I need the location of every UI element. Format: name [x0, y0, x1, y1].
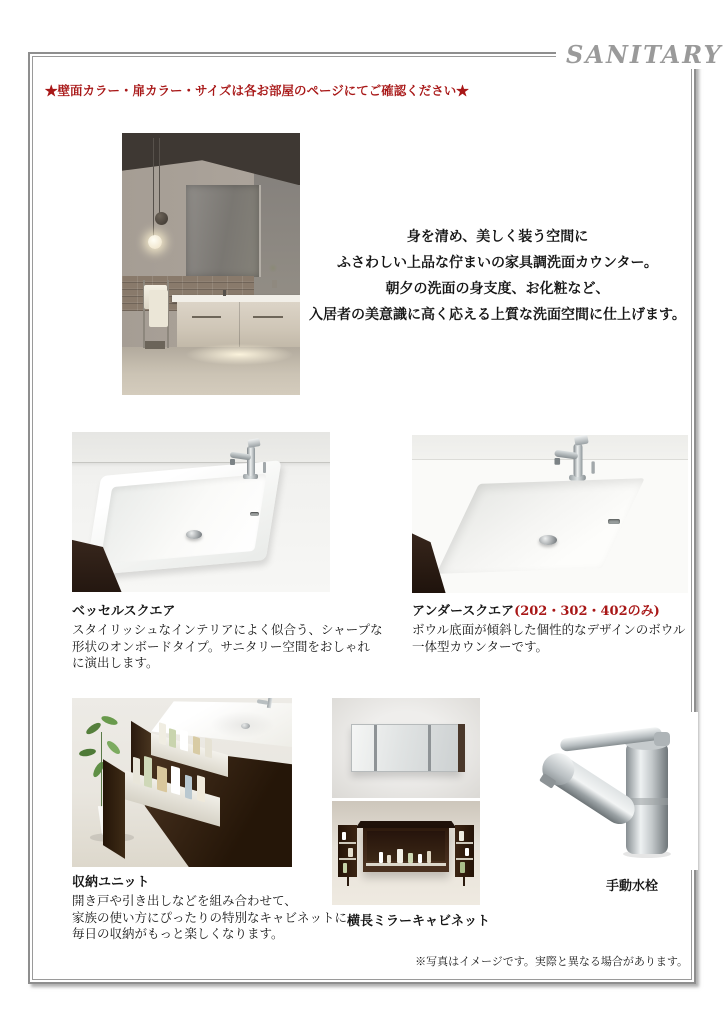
- counter-vase: [272, 280, 277, 288]
- bottle: [144, 756, 153, 789]
- bottle: [157, 765, 166, 792]
- plant-leaf: [105, 739, 122, 756]
- bottle: [194, 736, 200, 754]
- wall-mirror: [186, 185, 261, 277]
- plant-leaf: [78, 747, 96, 757]
- intro-line: 入居者の美意識に高く応える上質な洗面空間に仕上げます。: [309, 307, 686, 323]
- bottle: [171, 766, 180, 796]
- vessel-square-photo: [72, 432, 330, 592]
- vanity-cabinet: [177, 302, 300, 347]
- cabinet-box: [363, 828, 449, 872]
- storage-unit-photo: [72, 698, 292, 867]
- bottle: [348, 848, 352, 857]
- vanity-countertop: [172, 295, 300, 302]
- manual-faucet-label: 手動水栓: [606, 879, 659, 894]
- page-title: SANITARY: [556, 40, 724, 69]
- pendant-cord: [153, 138, 154, 238]
- bathroom-interior-photo: [122, 133, 300, 395]
- chrome-faucet: [229, 440, 269, 490]
- under-cabinet-light: [181, 343, 298, 367]
- product-name: アンダースクエア(202・302・402のみ): [412, 604, 660, 619]
- popup-rod: [591, 461, 594, 473]
- intro-text: [295, 224, 700, 328]
- mirror-side-cap: [458, 724, 465, 773]
- bottle: [197, 775, 206, 803]
- faucet-illustration: [508, 712, 698, 870]
- intro-line: ふさわしい上品な佇まいの家具調洗面カウンター。: [337, 255, 658, 271]
- cabinet-handle: [192, 316, 221, 318]
- floor-mat: [145, 341, 165, 349]
- pendant-lamp-lit: [148, 235, 162, 249]
- door-shelf: [456, 858, 473, 860]
- wide-mirror-photo: [332, 698, 480, 798]
- footer-disclaimer: ※写真はイメージです。実際と異なる場合があります。: [415, 955, 688, 968]
- bottle: [459, 831, 464, 840]
- cabinet-door-right: [455, 825, 474, 877]
- drain-popup: [539, 535, 557, 545]
- intro-line: 身を清め、美しく装う空間に: [406, 229, 589, 245]
- bottle: [408, 853, 413, 863]
- manual-faucet-photo: [508, 712, 698, 870]
- cabinet-seam: [239, 302, 240, 347]
- towel: [149, 290, 169, 327]
- plant-stem: [101, 732, 102, 810]
- vanity-faucet: [223, 290, 226, 296]
- cabinet-lid: [356, 821, 457, 828]
- product-desc: ボウル底面が傾斜した個性的なデザインのボウル 一体型カウンターです。: [412, 622, 686, 654]
- faucet-tip: [230, 459, 235, 465]
- vessel-square-label: [72, 600, 383, 672]
- overflow-slot: [608, 519, 620, 524]
- popup-rod: [263, 462, 266, 473]
- lower-drawer-front: [103, 759, 125, 859]
- back-wall: [72, 432, 330, 463]
- bottle: [465, 848, 469, 856]
- faucet-handle: [248, 438, 261, 448]
- product-name: 収納ユニット: [72, 875, 150, 890]
- bottle: [379, 852, 383, 863]
- mirror-divider: [374, 725, 377, 771]
- back-wall: [412, 435, 688, 460]
- ceiling: [122, 133, 300, 185]
- mirror-cabinet-label: 横長ミラーキャビネット: [347, 914, 491, 929]
- product-desc: スタイリッシュなインテリアによく似合う、シャープな 形状のオンボードタイプ。サニタリー空間をおしゃれ に演出します。: [72, 622, 383, 670]
- counter-plant: [268, 264, 278, 272]
- bottle: [460, 862, 465, 872]
- intro-line: 朝夕の洗面の身支度、お化粧など、: [385, 281, 610, 297]
- faucet-tip: [554, 458, 560, 465]
- door-shelf: [339, 858, 356, 860]
- storage-unit-label: [72, 871, 360, 943]
- door-bracket: [463, 877, 465, 886]
- pendant-cord: [159, 138, 160, 217]
- door-shelf: [456, 842, 473, 844]
- top-note: ★壁面カラー・扉カラー・サイズは各お部屋のページにてご確認ください★: [45, 83, 469, 98]
- bottle: [427, 851, 431, 863]
- pendant-lamp-dark: [155, 212, 168, 225]
- drain-popup: [186, 530, 202, 539]
- bottle: [418, 854, 422, 863]
- bottle: [342, 832, 346, 840]
- bottle: [170, 728, 176, 747]
- bottle: [387, 855, 390, 863]
- bottle: [205, 737, 212, 758]
- product-name-note: (202・302・402のみ): [514, 604, 660, 619]
- bottle: [397, 849, 403, 863]
- cabinet-shelf: [366, 863, 447, 866]
- bottle: [180, 729, 188, 751]
- faucet-body: [573, 443, 582, 477]
- product-name: ベッセルスクエア: [72, 604, 176, 619]
- mirror-divider: [428, 725, 431, 771]
- integrated-bowl: [436, 478, 644, 574]
- bottle: [184, 775, 192, 800]
- product-desc: 開き戸や引き出しなどを組み合わせて、 家族の使い方にぴったりの特別なキャビネットに。 毎日の収納がもっと楽しくなります。: [72, 893, 360, 941]
- cabinet-door-left: [338, 825, 357, 877]
- door-shelf: [339, 842, 356, 844]
- overflow-slot: [250, 512, 259, 516]
- chrome-faucet: [553, 436, 602, 496]
- three-panel-mirror: [351, 724, 461, 772]
- under-square-photo: [412, 435, 688, 593]
- bottle: [159, 722, 166, 745]
- faucet-handle: [573, 435, 588, 445]
- bottle: [132, 757, 140, 785]
- faucet-body: [247, 446, 255, 476]
- under-square-label: [412, 600, 685, 655]
- cabinet-handle: [253, 316, 282, 318]
- plant-leaf: [100, 714, 118, 726]
